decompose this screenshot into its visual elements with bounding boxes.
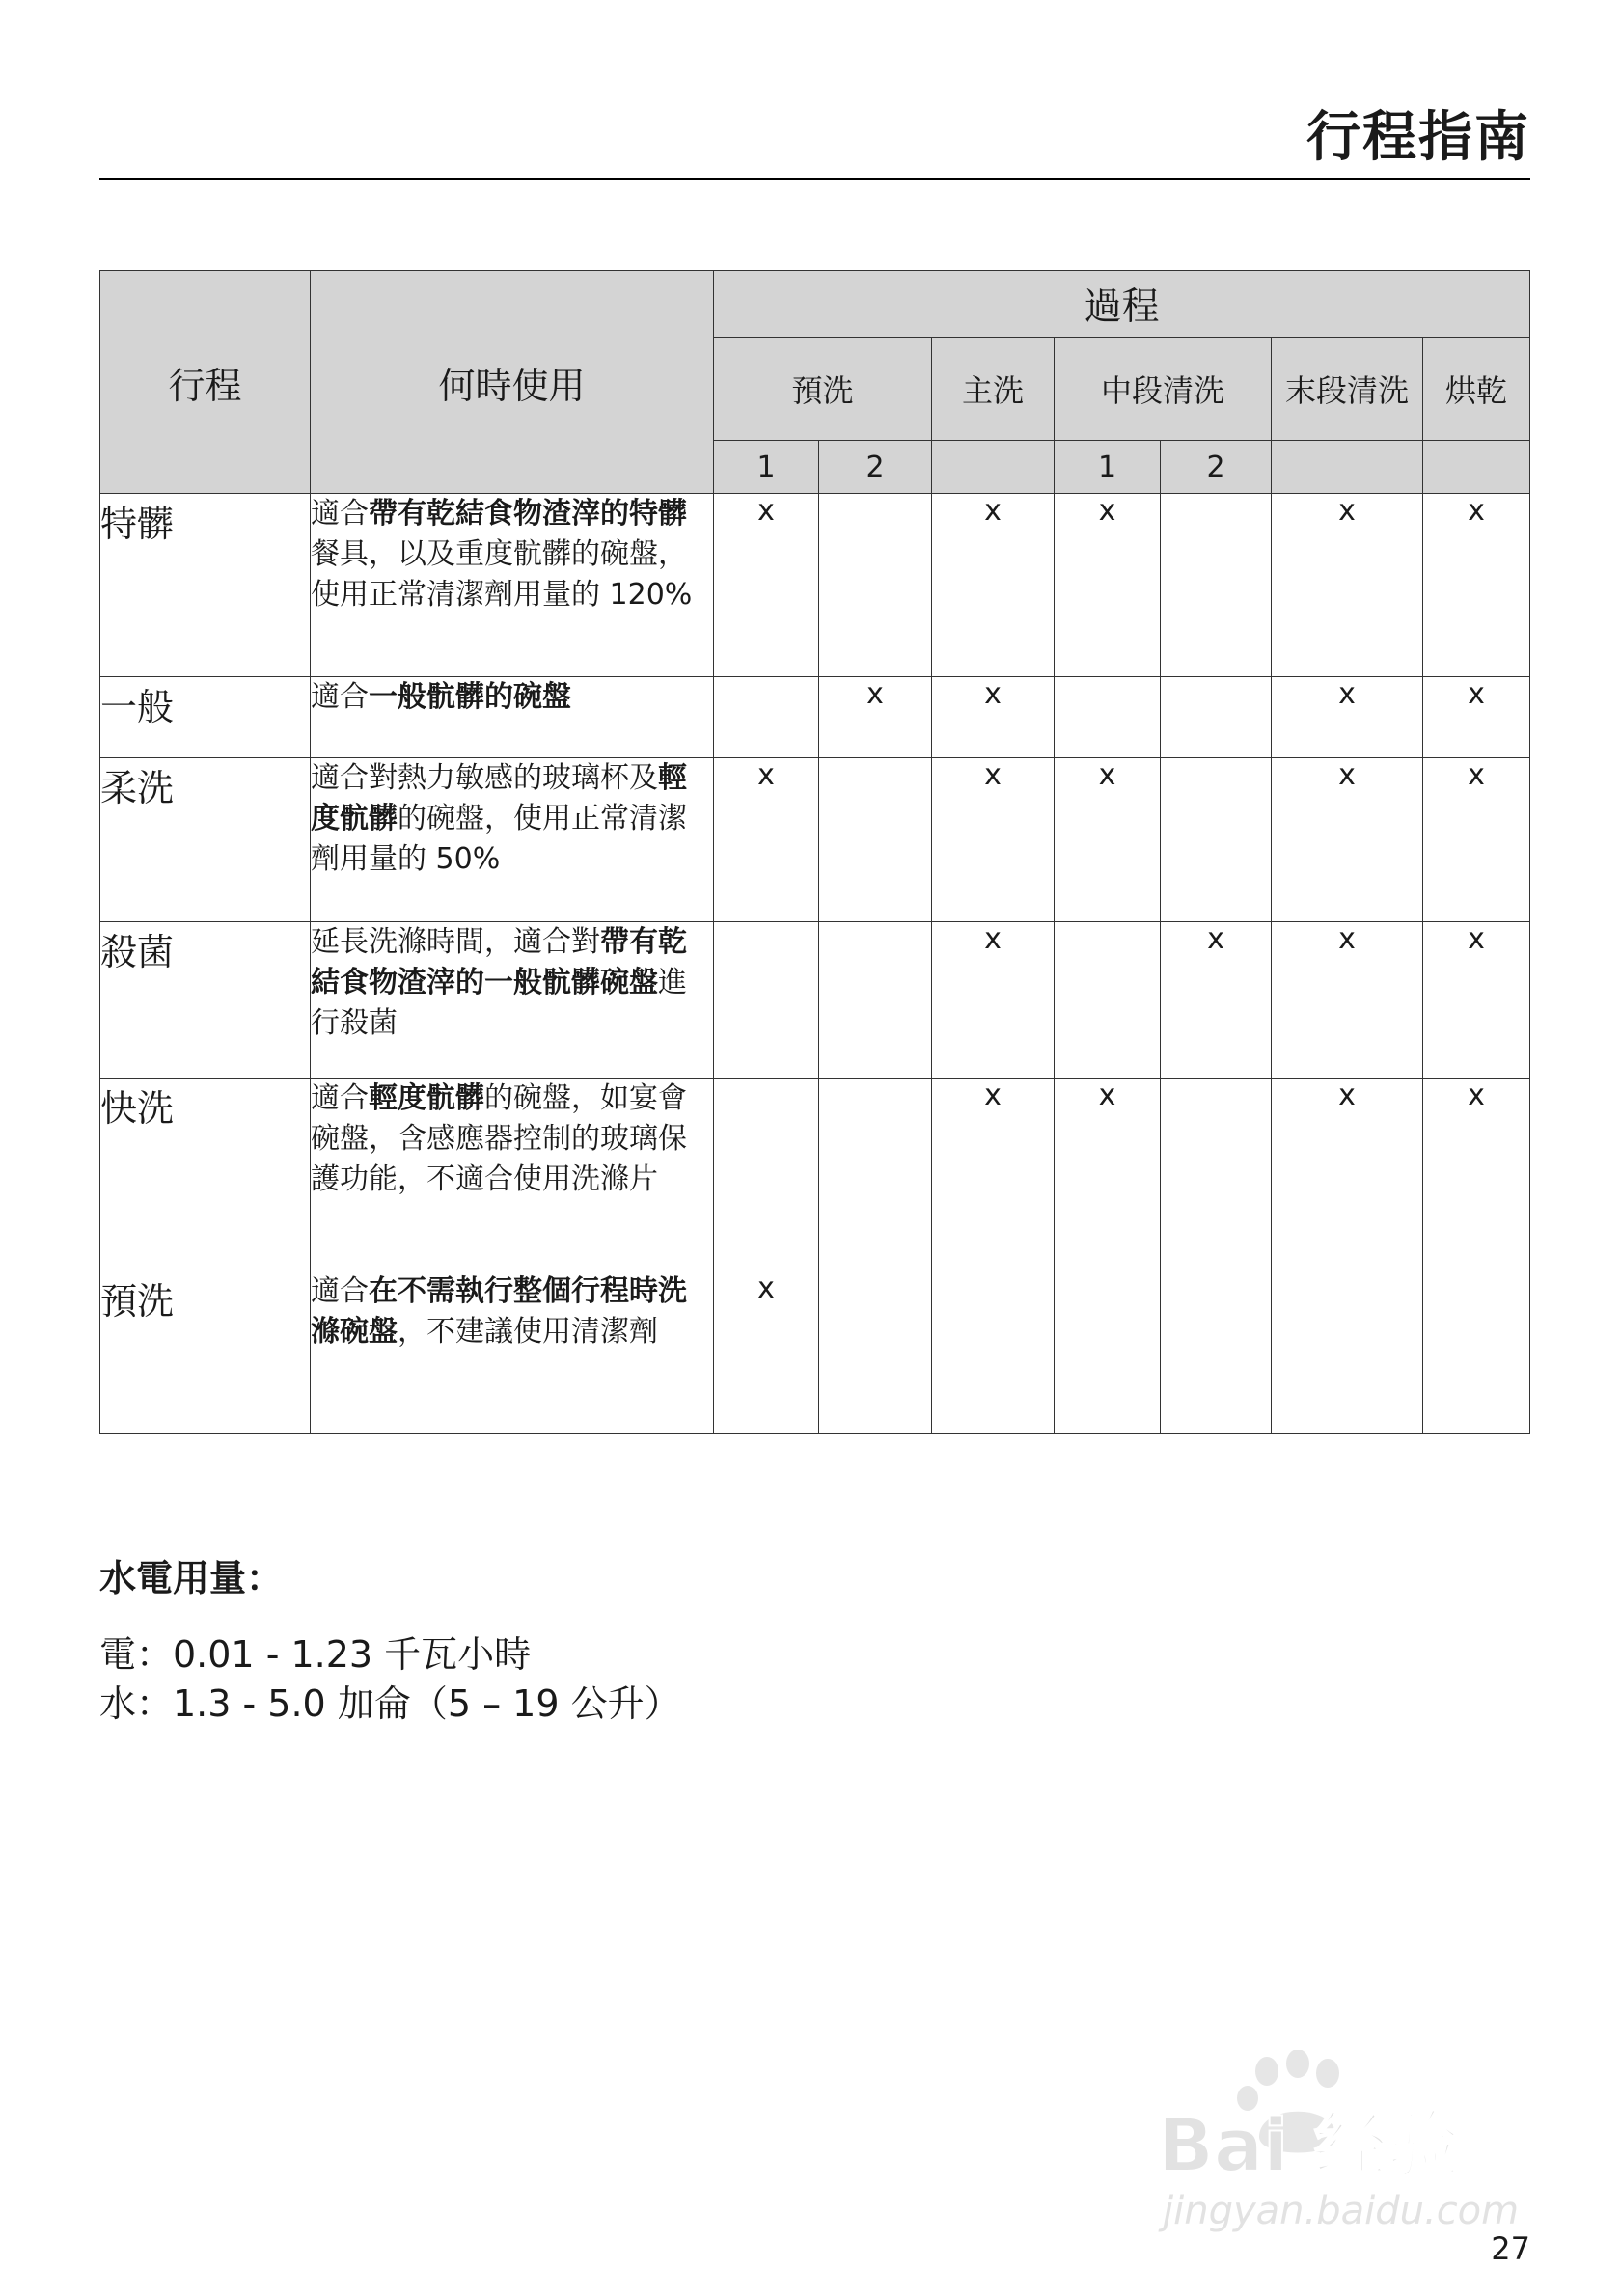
step-empty	[1161, 758, 1272, 922]
program-name: 殺菌	[100, 922, 311, 1079]
usage-text: ，不建議使用清潔劑	[398, 1315, 658, 1349]
step-empty	[1161, 677, 1272, 758]
step-mark: x	[1272, 494, 1423, 677]
step-mark: x	[1272, 922, 1423, 1079]
usage-emphasis: 帶有乾結食物渣滓的特髒	[369, 497, 687, 531]
program-name: 柔洗	[100, 758, 311, 922]
step-mark: x	[1161, 922, 1272, 1079]
usage-text: 適合	[311, 1274, 369, 1308]
step-mark: x	[1423, 922, 1530, 1079]
step-mark: x	[1055, 758, 1161, 922]
step-empty	[1272, 1271, 1423, 1434]
header-drying-blank	[1423, 441, 1530, 494]
program-usage	[311, 677, 714, 758]
program-usage	[311, 758, 714, 922]
header-mainwash: 主洗	[932, 338, 1055, 441]
step-mark: x	[819, 677, 932, 758]
table-row	[100, 677, 1530, 758]
header-mainwash-blank	[932, 441, 1055, 494]
program-name: 快洗	[100, 1079, 311, 1271]
step-mark: x	[714, 494, 819, 677]
program-name: 預洗	[100, 1271, 311, 1434]
usage-text: 適合	[311, 497, 369, 531]
step-empty	[1161, 1271, 1272, 1434]
usage-text: 適合	[311, 1081, 369, 1115]
watermark-url: jingyan.baidu.com	[1163, 2189, 1520, 2233]
program-usage	[311, 922, 714, 1079]
table-body	[100, 494, 1530, 1434]
usage-emphasis: 帶有乾結食物渣滓的一般骯髒碗盤	[311, 925, 687, 999]
header-process: 過程	[714, 271, 1530, 338]
step-empty	[819, 758, 932, 922]
table-row	[100, 494, 1530, 677]
page-number: 27	[1491, 2230, 1530, 2267]
header-interim-rinse-1: 1	[1055, 441, 1161, 494]
header-interim-rinse-2: 2	[1161, 441, 1272, 494]
usage-emphasis: 在不需執行整個行程時洗滌碗盤	[311, 1274, 687, 1349]
step-mark: x	[932, 494, 1055, 677]
header-final-rinse-blank	[1272, 441, 1423, 494]
step-empty	[819, 922, 932, 1079]
program-usage	[311, 1271, 714, 1434]
step-empty	[1161, 494, 1272, 677]
header-program: 行程	[100, 271, 311, 494]
step-empty	[819, 1079, 932, 1271]
consumption-heading: 水電用量：	[99, 1557, 284, 1599]
step-empty	[714, 677, 819, 758]
watermark-brand: Bai 经验	[1158, 2102, 1461, 2188]
step-mark: x	[1055, 1079, 1161, 1271]
step-mark: x	[1423, 758, 1530, 922]
step-mark: x	[932, 758, 1055, 922]
header-drying: 烘乾	[1423, 338, 1530, 441]
step-mark: x	[714, 1271, 819, 1434]
usage-text: 適合	[311, 680, 369, 714]
program-usage	[311, 494, 714, 677]
header-prewash-1: 1	[714, 441, 819, 494]
usage-emphasis: 輕度骯髒	[311, 761, 687, 835]
step-mark: x	[1272, 758, 1423, 922]
step-empty	[1055, 1271, 1161, 1434]
page-title: 行程指南	[1306, 106, 1530, 169]
table-row	[100, 1079, 1530, 1271]
header-usage: 何時使用	[311, 271, 714, 494]
table-row	[100, 1271, 1530, 1434]
program-guide-table	[99, 270, 1530, 1434]
usage-text: 餐具，以及重度骯髒的碗盤，使用正常清潔劑用量的 120%	[311, 537, 693, 612]
electricity-consumption: 電：0.01 - 1.23 千瓦小時	[99, 1633, 532, 1676]
step-empty	[1055, 922, 1161, 1079]
step-empty	[1161, 1079, 1272, 1271]
usage-text: 的碗盤，使用正常清潔劑用量的 50%	[311, 802, 687, 876]
step-mark: x	[1272, 1079, 1423, 1271]
header-prewash-2: 2	[819, 441, 932, 494]
step-mark: x	[1423, 494, 1530, 677]
step-mark: x	[1423, 677, 1530, 758]
step-mark: x	[1055, 494, 1161, 677]
header-final-rinse: 末段清洗	[1272, 338, 1423, 441]
step-mark: x	[932, 1079, 1055, 1271]
step-empty	[819, 1271, 932, 1434]
step-empty	[1055, 677, 1161, 758]
baidu-jingyan-watermark	[1153, 2050, 1539, 2233]
step-mark: x	[714, 758, 819, 922]
usage-text: 的碗盤，如宴會碗盤，含感應器控制的玻璃保護功能，不適合使用洗滌片	[311, 1081, 687, 1196]
title-divider	[99, 178, 1530, 180]
step-empty	[932, 1271, 1055, 1434]
step-mark: x	[1423, 1079, 1530, 1271]
step-mark: x	[932, 677, 1055, 758]
header-interim-rinse: 中段清洗	[1055, 338, 1272, 441]
step-empty	[714, 922, 819, 1079]
usage-emphasis: 輕度骯髒	[369, 1081, 484, 1115]
usage-text: 延長洗滌時間，適合對	[311, 925, 600, 959]
table-row	[100, 922, 1530, 1079]
step-mark: x	[932, 922, 1055, 1079]
step-empty	[1423, 1271, 1530, 1434]
usage-text: 進行殺菌	[311, 966, 687, 1040]
usage-emphasis: 一般骯髒的碗盤	[369, 680, 571, 714]
step-empty	[819, 494, 932, 677]
header-prewash: 預洗	[714, 338, 932, 441]
step-mark: x	[1272, 677, 1423, 758]
program-name: 一般	[100, 677, 311, 758]
water-consumption: 水：1.3 - 5.0 加侖（5 – 19 公升）	[99, 1682, 681, 1725]
program-usage	[311, 1079, 714, 1271]
step-empty	[714, 1079, 819, 1271]
usage-text: 適合對熱力敏感的玻璃杯及	[311, 761, 658, 795]
program-name: 特髒	[100, 494, 311, 677]
table-row	[100, 758, 1530, 922]
